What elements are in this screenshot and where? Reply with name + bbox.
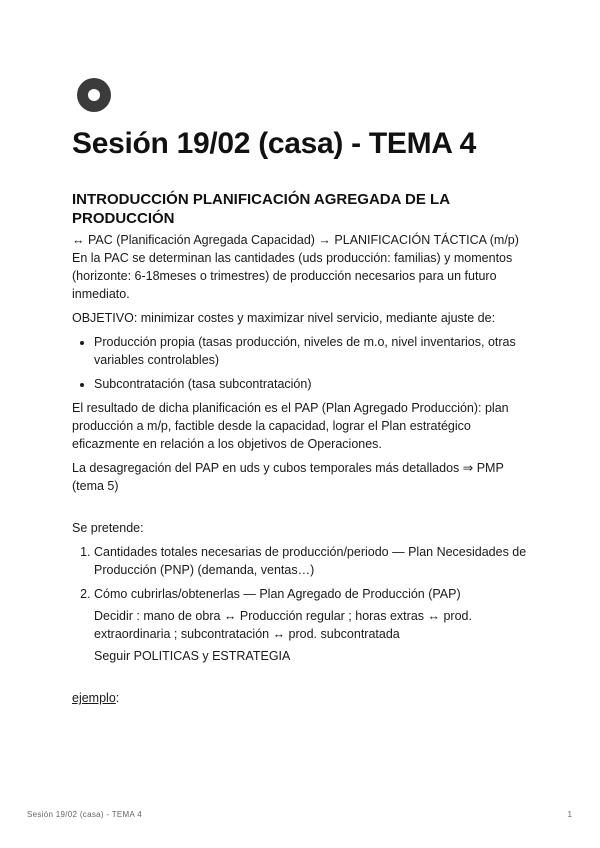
numbered-list bbox=[72, 543, 532, 665]
document-body bbox=[72, 190, 532, 713]
bullet-list bbox=[72, 333, 532, 393]
list-item bbox=[94, 585, 532, 665]
paragraph-seguir: Seguir POLITICAS y ESTRATEGIA bbox=[94, 649, 291, 663]
list-item-text: Cantidades totales necesarias de producción/periodo — Plan Necesidades de Producción (PNP) (demanda, ventas…) bbox=[94, 545, 527, 577]
ejemplo-line bbox=[72, 689, 532, 707]
paragraph-resultado: El resultado de dicha planificación es el PAP (Plan Agregado Producción): plan producción a m/p, factible desde la capacidad, lograr el Plan estratégico eficazmente en relación a los objetivos de Operaciones. bbox=[72, 401, 509, 451]
footer-page-number: 1 bbox=[567, 810, 572, 819]
paragraph-se-pretende: Se pretende: bbox=[72, 521, 144, 535]
footer-title: Sesión 19/02 (casa) - TEMA 4 bbox=[27, 810, 142, 819]
page-title: Sesión 19/02 (casa) - TEMA 4 bbox=[72, 127, 476, 160]
circle-ring-icon bbox=[77, 78, 111, 112]
list-item: • Producción propia (tasas producción, niveles de m.o, nivel inventarios, otras variables controlables) bbox=[94, 333, 532, 369]
spacer bbox=[72, 501, 532, 519]
ejemplo-colon: : bbox=[115, 691, 120, 705]
section-heading: INTRODUCCIÓN PLANIFICACIÓN AGREGADA DE LA PRODUCCIÓN bbox=[72, 191, 450, 227]
list-item bbox=[94, 543, 532, 579]
circle-ring-icon-hole bbox=[88, 89, 100, 101]
paragraph-pac: ↔ PAC (Planificación Agregada Capacidad) → PLANIFICACIÓN TÁCTICA (m/p) En la PAC se determinan las cantidades (uds producción: familias) y momentos (horizonte: 6-18meses o trimestres) de producción necesarios para un futuro inmediato. bbox=[72, 233, 519, 301]
ejemplo-link[interactable]: ejemplo bbox=[72, 691, 116, 705]
list-item-text: Cómo cubrirlas/obtenerlas — Plan Agregado de Producción (PAP) bbox=[94, 587, 461, 601]
spacer bbox=[72, 671, 532, 689]
paragraph-decidir: Decidir : mano de obra ↔ Producción regular ; horas extras ↔ prod. extraordinaria ; subcontratación ↔ prod. subcontratada bbox=[94, 609, 472, 641]
paragraph-desagregacion: La desagregación del PAP en uds y cubos temporales más detallados ⇒ PMP (tema 5) bbox=[72, 461, 504, 493]
list-item: • Subcontratación (tasa subcontratación) bbox=[94, 375, 532, 393]
paragraph-objetivo: OBJETIVO: minimizar costes y maximizar nivel servicio, mediante ajuste de: bbox=[72, 311, 496, 325]
